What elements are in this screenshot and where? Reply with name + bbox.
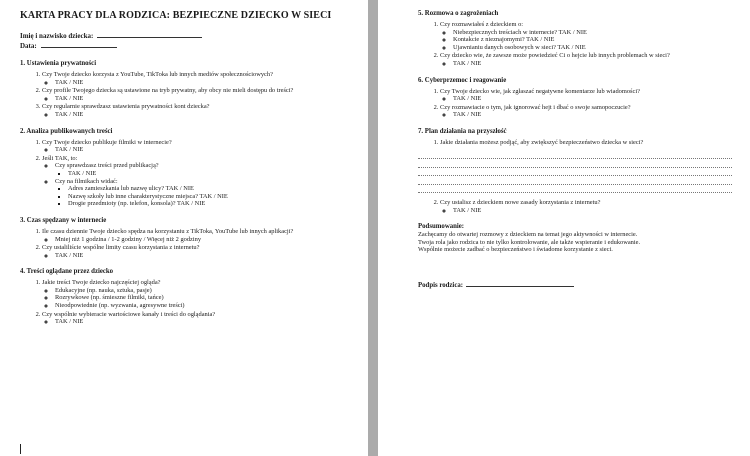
section-2-list (18, 139, 360, 208)
answer-line[interactable] (418, 185, 732, 194)
list-item: 3. Czy regularnie sprawdzasz ustawienia prywatności kont dziecka? ◦ TAK / NIE (42, 103, 360, 118)
list-item: 1. Czy Twoje dziecko publikuje filmiki w internecie? ◦ TAK / NIE (42, 139, 360, 154)
signature-field[interactable] (418, 280, 740, 289)
answer-option: ◦ TAK / NIE (55, 318, 360, 326)
answer-line[interactable] (418, 176, 732, 185)
section-6-heading: 6. Cyberprzemoc i reagowanie (418, 76, 507, 84)
section-3-heading: 3. Czas spędzany w internecie (20, 216, 107, 224)
answer-option: ◦ TAK / NIE (453, 60, 740, 68)
section-3-list (18, 228, 360, 259)
list-item: 1. Czy rozmawiałeś z dzieckiem o: ◦ Niebezpiecznych treściach w internecie? TAK / NIE ◦ Kontakcie z nieznajomymi? TAK / NIE ◦ Ujawnianiu danych osobowych w sieci? TAK / NIE (440, 21, 740, 51)
section-1-list (18, 71, 360, 119)
answer-option: ◦ TAK / NIE (55, 95, 360, 103)
section-7-list-cont (416, 199, 740, 214)
answer-option: ▪ Adres zamieszkania lub nazwę ulicy? TAK / NIE (68, 185, 360, 193)
answer-option: ◦ TAK / NIE (55, 252, 360, 260)
answer-option: ▪ Drogie przedmioty (np. telefon, konsola)? TAK / NIE (68, 200, 360, 208)
document-page-left (0, 0, 368, 456)
document-title: KARTA PRACY DLA RODZICA: BEZPIECZNE DZIECKO W SIECI (20, 10, 332, 21)
date-label: Data: (20, 42, 37, 50)
section-1-heading: 1. Ustawienia prywatności (20, 60, 97, 67)
answer-option: ◦ TAK / NIE (453, 207, 740, 215)
document-page-right (378, 0, 750, 456)
section-5-list (416, 21, 740, 68)
child-name-field[interactable] (20, 31, 360, 41)
answer-line[interactable] (418, 151, 732, 160)
answer-option: ◦ Ujawnianiu danych osobowych w sieci? TAK / NIE (453, 44, 740, 52)
answer-line[interactable] (418, 168, 732, 177)
answer-option: ▪ TAK / NIE (68, 170, 360, 178)
section-7-list (416, 139, 740, 147)
child-name-line (97, 31, 202, 38)
list-item: 2. Czy wspólnie wybieracie wartościowe kanały i treści do oglądania? ◦ TAK / NIE (42, 311, 360, 326)
list-item: 2. Jeśli TAK, to: ◦ Czy sprawdzasz treści przed publikacją? ▪ TAK / NIE ◦ Czy na filmikach widać: ▪ Adres zamieszkania lub nazwę ulicy? TAK / NIE ▪ Nazwę szkoły lub inne charakterystyczne miejsca? TAK / NIE ▪ Drogie przedmioty (np. telefon, konsola)? TAK / NIE (42, 155, 360, 208)
section-4-heading: 4. Treści oglądane przez dziecko (20, 268, 114, 276)
date-field[interactable] (20, 41, 360, 51)
summary-line: Zachęcamy do otwartej rozmowy z dzieckiem na temat jego aktywności w internecie. (418, 231, 638, 239)
section-7-heading: 7. Plan działania na przyszłość (418, 127, 507, 135)
summary-line: Wspólnie możecie zadbać o bezpieczeństwo i świadome korzystanie z sieci. (418, 246, 613, 254)
list-item: 2. Czy profile Twojego dziecka są ustawione na tryb prywatny, aby obcy nie mieli dostępu do treści? ◦ TAK / NIE (42, 87, 360, 102)
child-name-label: Imię i nazwisko dziecka: (20, 32, 94, 40)
answer-option: ▪ Nazwę szkoły lub inne charakterystyczne miejsca? TAK / NIE (68, 193, 360, 201)
answer-option: ◦ Nieodpowiednie (np. wyzwania, agresywne treści) (55, 302, 360, 310)
answer-option: ◦ Kontakcie z nieznajomymi? TAK / NIE (453, 36, 740, 44)
section-4-list (18, 279, 360, 326)
list-item: 1. Jakie treści Twoje dziecko najczęściej ogląda? ◦ Edukacyjne (np. nauka, sztuka, pasje) ◦ Rozrywkowe (np. śmieszne filmiki, tańce) ◦ Nieodpowiednie (np. wyzwania, agresywne treści) (42, 279, 360, 309)
section-2-heading: 2. Analiza publikowanych treści (20, 127, 113, 135)
text-cursor (20, 444, 21, 454)
answer-option: ◦ Rozrywkowe (np. śmieszne filmiki, tańce) (55, 294, 360, 302)
date-line (41, 41, 117, 48)
list-item: 1. Jakie działania możesz podjąć, aby zwiększyć bezpieczeństwo dziecka w sieci? (440, 139, 740, 147)
summary-heading: Podsumowanie: (418, 223, 465, 231)
signature-line (466, 280, 574, 287)
sub-question: ◦ Czy sprawdzasz treści przed publikacją? ▪ TAK / NIE (55, 162, 360, 177)
list-item: 1. Czy Twoje dziecko korzysta z YouTube, TikToka lub innych mediów społecznościowych? ◦ TAK / NIE (42, 71, 360, 86)
answer-option: ◦ Edukacyjne (np. nauka, sztuka, pasje) (55, 287, 360, 295)
answer-lines[interactable] (416, 151, 740, 194)
summary-line: Twoja rola jako rodzica to nie tylko kontrolowanie, ale także wspieranie i edukowanie. (418, 238, 641, 246)
answer-option: ◦ TAK / NIE (55, 79, 360, 87)
answer-option: ◦ Mniej niż 1 godzina / 1-2 godziny / Więcej niż 2 godziny (55, 236, 360, 244)
answer-option: ◦ TAK / NIE (55, 111, 360, 119)
section-6-list (416, 88, 740, 119)
list-item: 2. Czy ustalisz z dzieckiem nowe zasady korzystania z internetu? ◦ TAK / NIE (440, 199, 740, 214)
list-item: 2. Czy rozmawiacie o tym, jak ignorować hejt i dbać o swoje samopoczucie? ◦ TAK / NIE (440, 104, 740, 119)
answer-option: ◦ TAK / NIE (55, 146, 360, 154)
section-5-heading: 5. Rozmowa o zagrożeniach (418, 10, 499, 17)
answer-line[interactable] (418, 159, 732, 168)
signature-label: Podpis rodzica: (418, 282, 463, 289)
answer-option: ◦ TAK / NIE (453, 95, 740, 103)
list-item: 1. Ile czasu dziennie Twoje dziecko spędza na korzystaniu z TikToka, YouTube lub innych aplikacji? ◦ Mniej niż 1 godzina / 1-2 godziny / Więcej niż 2 godziny (42, 228, 360, 243)
answer-option: ◦ TAK / NIE (453, 111, 740, 119)
list-item: 1. Czy Twoje dziecko wie, jak zgłaszać negatywne komentarze lub wiadomości? ◦ TAK / NIE (440, 88, 740, 103)
list-item: 2. Czy dziecko wie, że zawsze może powiedzieć Ci o hejcie lub innych problemach w sieci? ◦ TAK / NIE (440, 52, 740, 67)
answer-option: ◦ Niebezpiecznych treściach w internecie? TAK / NIE (453, 29, 740, 37)
list-item: 2. Czy ustaliliście wspólne limity czasu korzystania z internetu? ◦ TAK / NIE (42, 244, 360, 259)
sub-question: ◦ Czy na filmikach widać: ▪ Adres zamieszkania lub nazwę ulicy? TAK / NIE ▪ Nazwę szkoły lub inne charakterystyczne miejsca? TAK / NIE ▪ Drogie przedmioty (np. telefon, konsola)? TAK / NIE (55, 178, 360, 208)
